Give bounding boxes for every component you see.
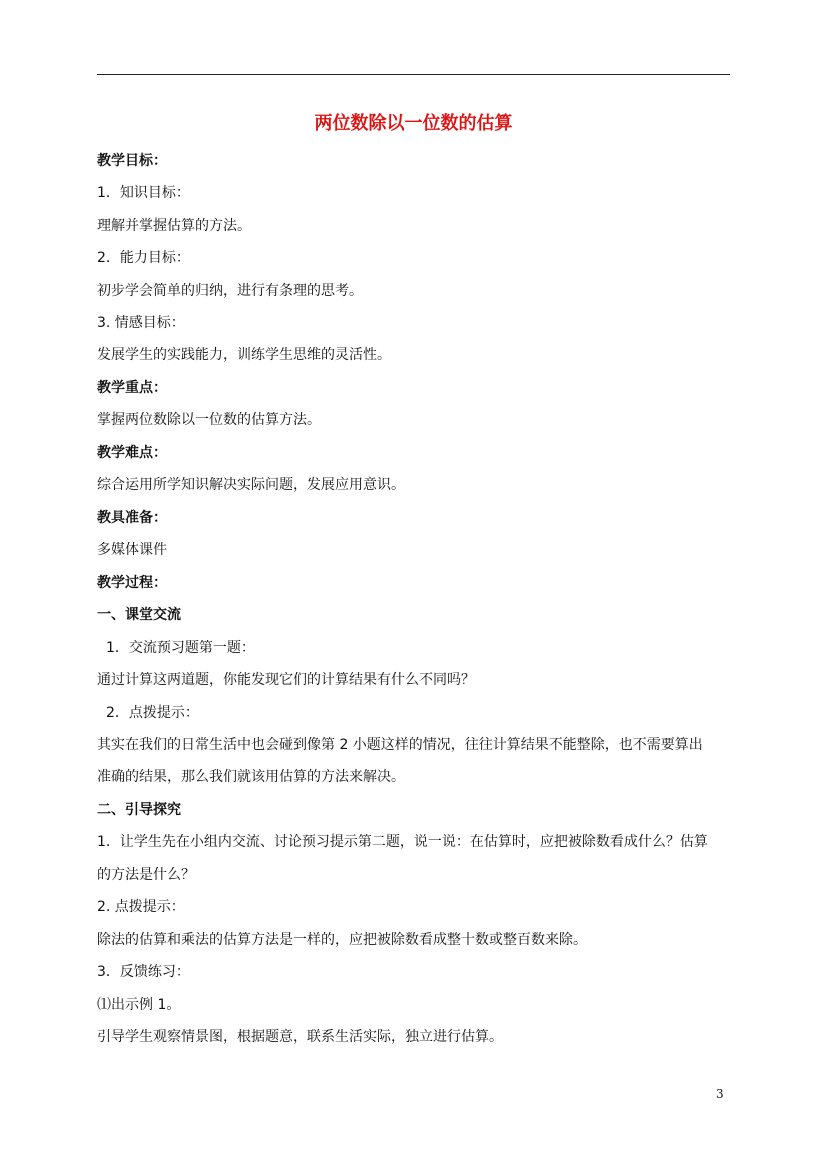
exchange-item2-label: 2．点拨提示：: [106, 705, 199, 721]
exploration-item3-sub1-text: 引导学生观察情景图，根据题意，联系生活实际，独立进行估算。: [97, 1029, 503, 1045]
emotion-objective-text: 发展学生的实践能力，训练学生思维的灵活性。: [97, 347, 391, 363]
header-rule: [97, 74, 730, 75]
difficulties-text: 综合运用所学知识解决实际问题，发展应用意识。: [97, 477, 405, 493]
page-number: 3: [716, 1087, 724, 1101]
ability-objective-label: 2．能力目标：: [97, 250, 190, 266]
exchange-item2-text-line2: 准确的结果，那么我们就该用估算的方法来解决。: [97, 769, 405, 785]
exchange-item1-text: 通过计算这两道题，你能发现它们的计算结果有什么不同吗？: [97, 672, 475, 688]
exploration-item1-line1: 1．让学生先在小组内交流、讨论预习提示第二题，说一说：在估算时，应把被除数看成什么？估算: [97, 834, 708, 850]
exchange-item2-text-line1: 其实在我们的日常生活中也会碰到像第 2 小题这样的情况，往往计算结果不能整除，也不需要算出: [97, 737, 703, 753]
ability-objective-text: 初步学会简单的归纳，进行有条理的思考。: [97, 283, 363, 299]
exploration-item3-sub1: ⑴出示例 1。: [97, 997, 181, 1013]
difficulties-heading: 教学难点：: [97, 445, 167, 461]
key-points-heading: 教学重点：: [97, 380, 167, 396]
knowledge-objective-text: 理解并掌握估算的方法。: [97, 218, 251, 234]
process-heading: 教学过程：: [97, 575, 167, 591]
exploration-item2-text: 除法的估算和乘法的估算方法是一样的，应把被除数看成整十数或整百数来除。: [97, 932, 587, 948]
exploration-item3-label: 3．反馈练习：: [97, 964, 190, 980]
exchange-item1-label: 1．交流预习题第一题：: [106, 640, 255, 656]
materials-text: 多媒体课件: [97, 542, 167, 558]
exploration-item2-label: 2. 点拨提示：: [97, 899, 185, 915]
class-exchange-heading: 一、课堂交流: [97, 607, 181, 623]
guided-exploration-heading: 二、引导探究: [97, 802, 181, 818]
objectives-heading: 教学目标：: [97, 153, 167, 169]
emotion-objective-label: 3. 情感目标：: [97, 315, 185, 331]
key-points-text: 掌握两位数除以一位数的估算方法。: [97, 412, 321, 428]
exploration-item1-line2: 的方法是什么？: [97, 867, 195, 883]
knowledge-objective-label: 1．知识目标：: [97, 185, 190, 201]
materials-heading: 教具准备：: [97, 510, 167, 526]
document-title: 两位数除以一位数的估算: [314, 113, 513, 134]
